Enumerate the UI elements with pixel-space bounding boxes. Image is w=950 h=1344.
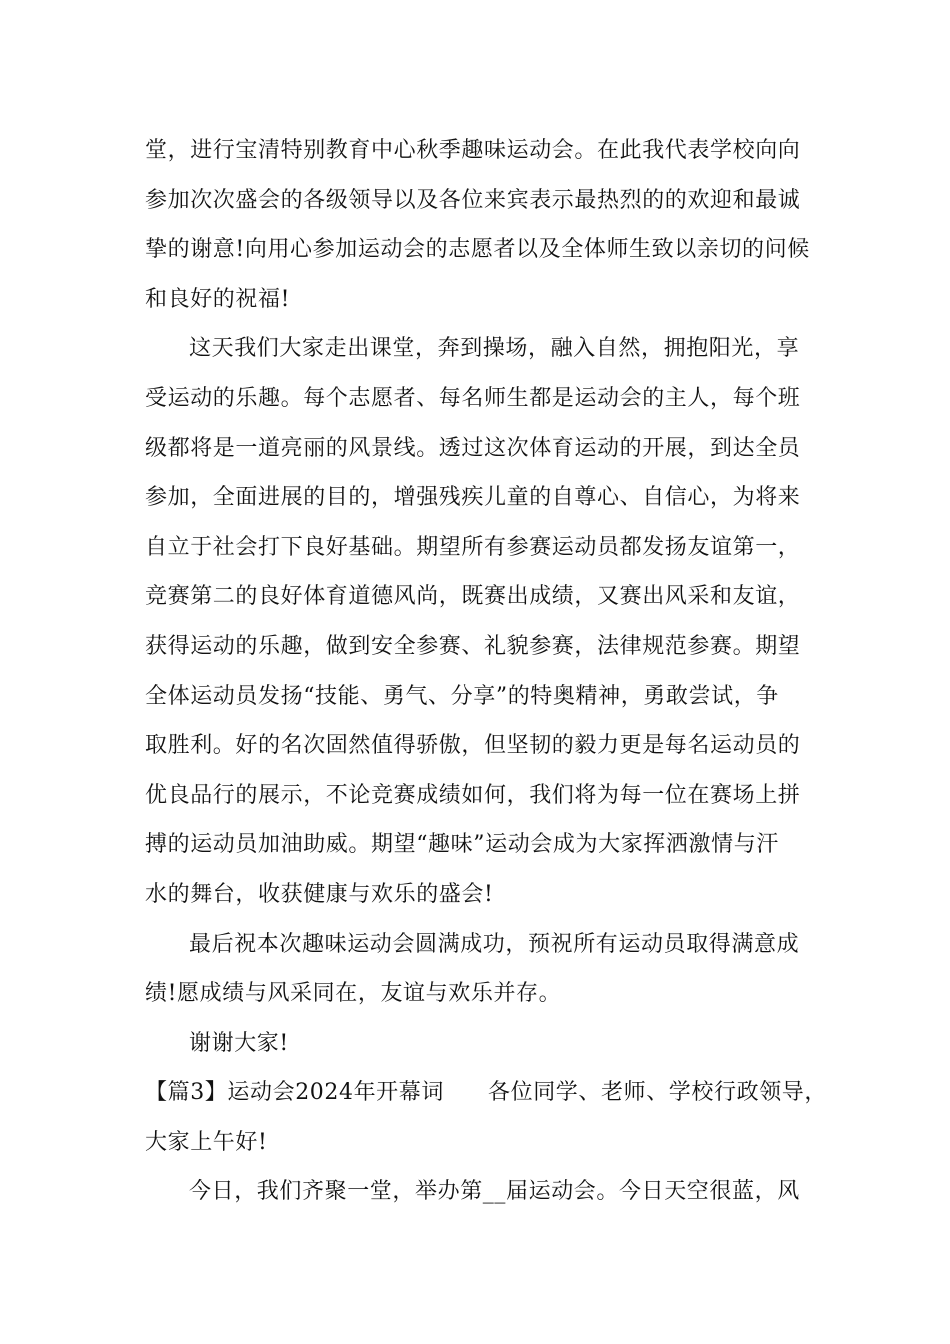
text-line: 竞赛第二的良好体育道德风尚，既赛出成绩，又赛出风采和友谊，	[145, 584, 801, 610]
text-line: 这天我们大家走出课堂，奔到操场，融入自然，拥抱阳光，享	[189, 336, 800, 362]
text-line: 堂，进行宝清特别教育中心秋季趣味运动会。在此我代表学校向向	[145, 138, 801, 163]
text-line: 和良好的祝福!	[145, 286, 291, 312]
section-heading: 【篇3】运动会2024年开幕词	[145, 1080, 444, 1106]
text-line: 大家上午好!	[145, 1129, 268, 1155]
text-line: 挚的谢意!向用心参加运动会的志愿者以及全体师生致以亲切的问候	[145, 237, 810, 263]
text-line: 自立于社会打下良好基础。期望所有参赛运动员都发扬友谊第一，	[145, 534, 801, 560]
text-line: 今日，我们齐聚一堂，举办第__届运动会。今日天空很蓝，风	[189, 1179, 800, 1205]
text-line: 参加，全面进展的目的，增强残疾儿童的自尊心、自信心，为将来	[145, 485, 801, 511]
text-line: 取胜利。好的名次固然值得骄傲，但坚韧的毅力更是每名运动员的	[145, 733, 801, 759]
text-line: 水的舞台，收获健康与欢乐的盛会!	[145, 881, 494, 907]
text-line: 参加次次盛会的各级领导以及各位来宾表示最热烈的的欢迎和最诚	[145, 187, 801, 213]
text-line: 级都将是一道亮丽的风景线。透过这次体育运动的开展，到达全员	[145, 435, 801, 461]
text-line: 绩!愿成绩与风采同在，友谊与欢乐并存。	[145, 981, 562, 1007]
text-line: 获得运动的乐趣，做到安全参赛、礼貌参赛，法律规范参赛。期望	[145, 633, 801, 659]
text-line: 优良品行的展示，不论竞赛成绩如何，我们将为每一位在赛场上拼	[145, 782, 801, 808]
text-line: 搏的运动员加油助威。期望“趣味”运动会成为大家挥洒激情与汗	[145, 832, 779, 858]
text-line: 全体运动员发扬“技能、勇气、分享”的特奥精神，勇敢尝试，争	[145, 683, 779, 709]
section-greeting: 各位同学、老师、学校行政领导，	[488, 1080, 828, 1106]
section-heading-line	[145, 1068, 828, 1118]
text-line: 最后祝本次趣味运动会圆满成功，预祝所有运动员取得满意成	[189, 931, 800, 957]
thanks-line: 谢谢大家!	[189, 1030, 289, 1056]
text-line: 受运动的乐趣。每个志愿者、每名师生都是运动会的主人，每个班	[145, 385, 801, 411]
document-body	[145, 126, 828, 1217]
